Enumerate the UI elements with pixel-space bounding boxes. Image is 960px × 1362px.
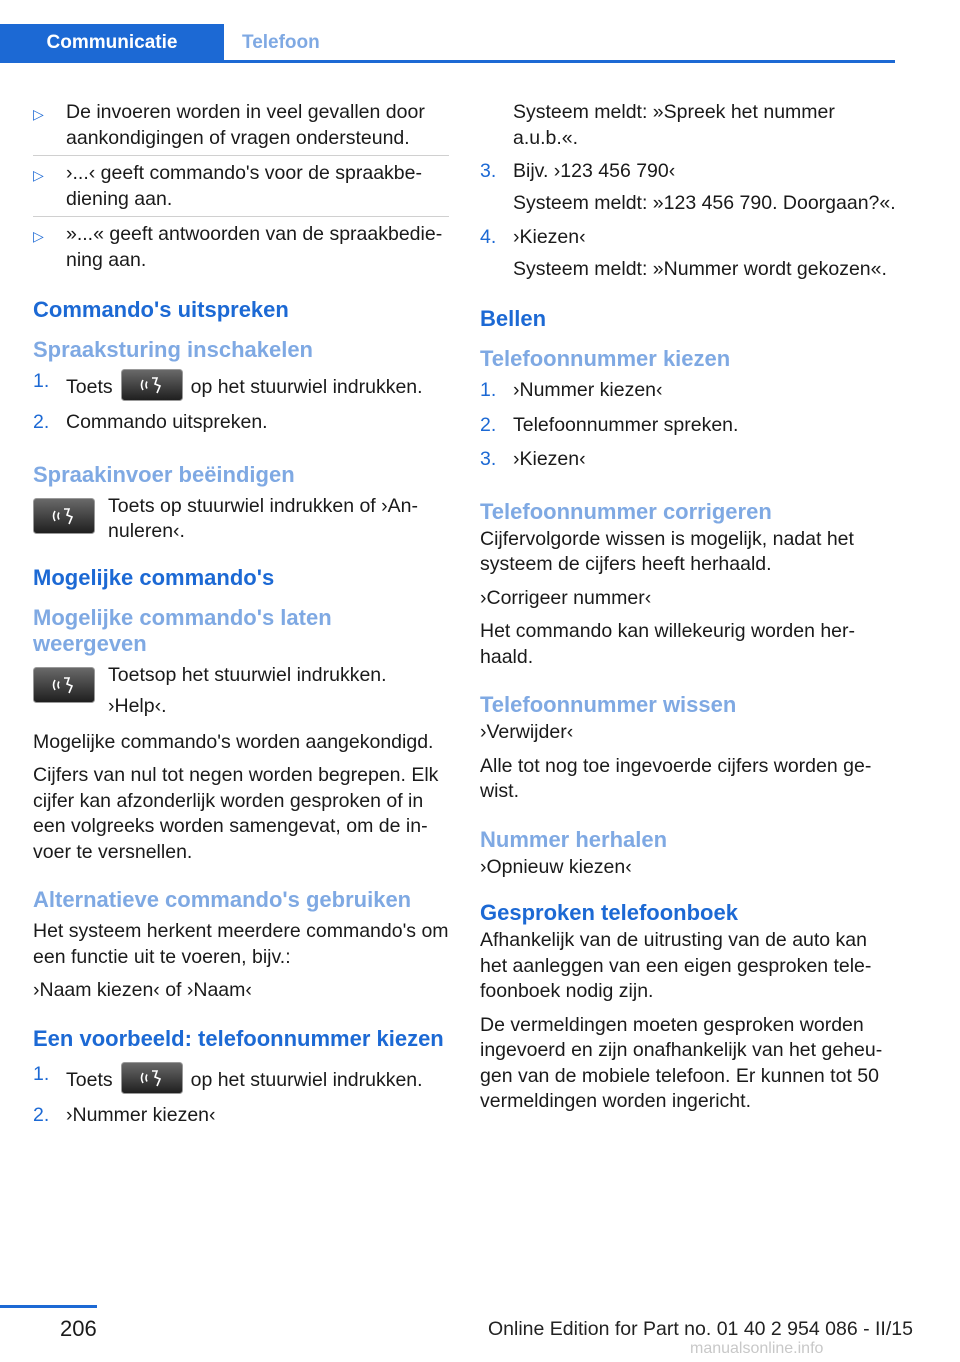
paragraph: Alle tot nog toe ingevoerde cijfers worden gewist. [480,754,872,802]
enable-steps-list [33,369,449,440]
list-item: 2. Commando uitspreken. [33,411,268,433]
heading-voice-phonebook: Gesproken telefoonboek [480,900,738,925]
paragraph: Afhankelijk van de uitrusting van de auto kan het aanleggen van een eigen gesproken telefoonboek nodig zijn. [480,929,872,1002]
paragraph: ›Verwijder‹ [480,721,574,743]
example-steps-continued [480,159,896,286]
triangle-bullet-icon: ▷ [33,228,44,244]
intro-bullet-list [33,100,449,277]
list-item: 4. ›Kiezen‹ Systeem meldt: »Nummer wordt gekozen«. [480,226,887,280]
help-command: ›Help‹. [108,695,167,717]
tab-telefoon[interactable]: Telefoon [242,32,320,53]
chapter-header [0,24,895,63]
heading-repeat-number: Nummer herhalen [480,826,668,852]
voice-command-button-icon [33,667,95,703]
end-voice-text: Toets op stuurwiel indrukken of ›Annuleren‹. [108,494,418,542]
list-item: ▷ »...« geeft antwoorden van de spraakbediening aan. [33,223,443,271]
heading-enable-voice: Spraaksturing inschakelen [33,337,313,362]
page-number: 206 [60,1316,97,1341]
heading-delete-number: Telefoonnummer wissen [480,692,737,717]
paragraph: Het systeem herkent meerdere commando's om een functie uit te voeren, bijv.: [33,920,449,968]
list-item: 3. Bijv. ›123 456 790‹ Systeem meldt: »123 456 790. Doorgaan?«. [480,160,896,214]
example-step-2-response: Systeem meldt: »Spreek het nummer a.u.b.«. [513,101,835,149]
list-item: ▷ ›...‹ geeft commando's voor de spraakbediening aan. [33,161,449,217]
heading-end-voice: Spraakinvoer beëindigen [33,461,295,487]
voice-command-button-icon [121,1062,183,1094]
left-column [33,100,449,1137]
end-voice-row [33,494,449,545]
paragraph: Het commando kan willekeurig worden herhaald. [480,620,856,668]
voice-command-button-icon [121,369,183,401]
heading-call: Bellen [480,306,547,331]
paragraph: Cijfers van nul tot negen worden begrepen. Elk cijfer kan afzonderlijk worden gesproken of in een volgreeks worden samengevat, om de invoer te versnellen. [33,764,439,863]
list-item: 1. Toets op het stuurwiel indrukken. [33,1062,449,1098]
voice-command-button-icon [33,498,95,534]
paragraph: ›Opnieuw kiezen‹ [480,855,632,878]
paragraph: ›Corrigeer nummer‹ [480,586,652,609]
watermark: manualsonline.info [690,1340,824,1357]
heading-example: Een voorbeeld: telefoonnummer kiezen [33,1025,444,1051]
heading-correct-number: Telefoonnummer corrigeren [480,498,772,524]
heading-show-commands: Mogelijke commando's laten weergeven [33,604,332,656]
triangle-bullet-icon: ▷ [33,167,44,183]
heading-dial-number: Telefoonnummer kiezen [480,346,731,371]
example-steps-list [33,1062,449,1133]
paragraph: Mogelijke commando's worden aangekondigd. [33,730,434,753]
show-commands-text: Toetsop het stuurwiel indrukken. [108,663,387,686]
list-item: 1. Toets op het stuurwiel indrukken. [33,369,449,405]
footer-rule [0,1305,97,1308]
heading-commands: Commando's uitspreken [33,297,289,322]
show-commands-row [33,663,449,720]
paragraph: Cijfervolgorde wissen is mogelijk, nadat het systeem de cijfers heeft herhaald. [480,527,854,575]
right-column [480,100,896,1123]
dial-steps-list [480,378,896,477]
list-item: 3. ›Kiezen‹ [480,448,586,470]
tab-communicatie[interactable]: Communicatie [0,24,224,60]
heading-possible-commands: Mogelijke commando's [33,564,275,590]
list-item: ▷ De invoeren worden in veel gevallen door aankondigingen of vragen ondersteund. [33,100,449,156]
paragraph: De vermeldingen moeten gesproken worden ingevoerd en zijn onafhankelijk van het geheugen van de mobiele telefoon. Er kunnen tot 50 vermeldingen worden ingericht. [480,1013,883,1112]
list-item: 1. ›Nummer kiezen‹ [480,379,663,401]
paragraph: ›Naam kiezen‹ of ›Naam‹ [33,979,252,1001]
edition-text: Online Edition for Part no. 01 40 2 954 086 - II/15 [488,1318,913,1340]
list-item: 2. Telefoonnummer spreken. [480,413,739,436]
heading-alternative-commands: Alternatieve commando's gebruiken [33,887,412,912]
triangle-bullet-icon: ▷ [33,106,44,122]
list-item: 2. ›Nummer kiezen‹ [33,1103,216,1126]
